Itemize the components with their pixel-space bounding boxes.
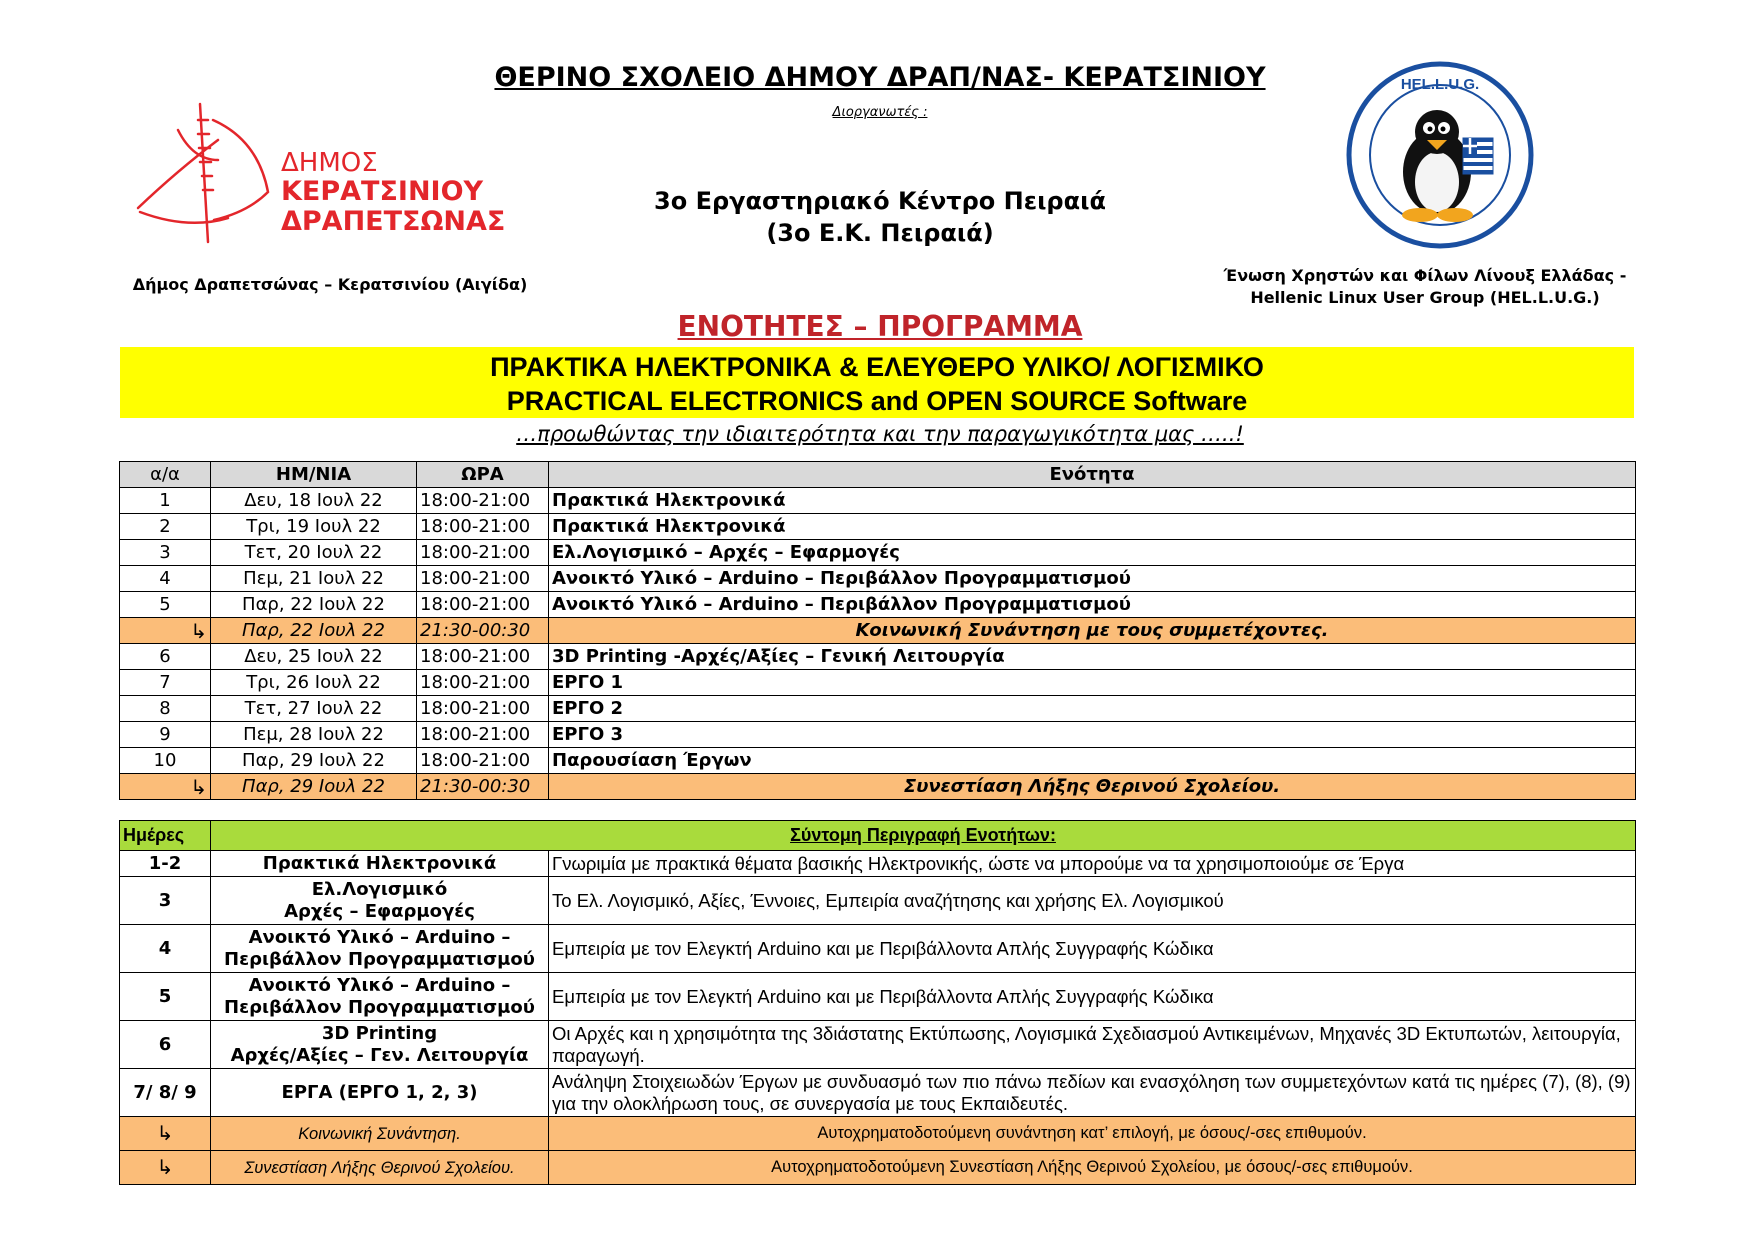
event-description-row	[120, 1117, 1636, 1151]
row-description: Ανάληψη Στοιχειωδών Έργων με συνδυασμό των πιο πάνω πεδίων και ενασχόληση των συμμετεχόντων κατά τις ημέρες (7), (8), (9) για την ολοκλήρωση τους, σε συνεργασία με τους Εκπαιδευτές.	[549, 1069, 1636, 1117]
event-description: Αυτοχρηματοδοτούμενη συνάντηση κατ’ επιλογή, με όσους/-σες επιθυμούν.	[549, 1117, 1636, 1151]
row-date: Τετ, 20 Ιουλ 22	[211, 540, 417, 566]
row-time: 18:00-21:00	[417, 592, 549, 618]
row-topic: Συνεστίαση Λήξης Θερινού Σχολείου.	[549, 774, 1636, 800]
arrow-icon: ↳	[120, 618, 211, 644]
table-row	[120, 540, 1636, 566]
row-date: Πεμ, 21 Ιουλ 22	[211, 566, 417, 592]
banner-line-greek: ΠΡΑΚΤΙΚΑ ΗΛΕΚΤΡΟΝΙΚΑ & ΕΛΕΥΘΕΡΟ ΥΛΙΚΟ/ ΛΟΓΙΣΜΙΚΟ	[490, 352, 1264, 382]
organizer-center-name	[560, 185, 1200, 249]
row-topic: ΕΡΓΟ 3	[549, 722, 1636, 748]
row-module: Ανοικτό Υλικό – Arduino – Περιβάλλον Προγραμματισμού	[211, 973, 549, 1021]
organizers-label: Διοργανωτές :	[832, 105, 928, 120]
row-time: 21:30-00:30	[417, 774, 549, 800]
row-date: Δευ, 18 Ιουλ 22	[211, 488, 417, 514]
row-topic: Ελ.Λογισμικό – Αρχές – Εφαρμογές	[549, 540, 1636, 566]
slogan: …προωθώντας την ιδιαιτερότητα και την παραγωγικότητα μας …..!	[516, 422, 1244, 446]
row-topic: 3D Printing -Αρχές/Αξίες – Γενική Λειτουργία	[549, 644, 1636, 670]
row-module: Πρακτικά Ηλεκτρονικά	[211, 851, 549, 877]
row-description: Εμπειρία με τον Ελεγκτή Arduino και με Περιβάλλοντα Απλής Συγγραφής Κώδικα	[549, 973, 1636, 1021]
row-number: 8	[120, 696, 211, 722]
arrow-icon: ↳	[120, 1151, 211, 1185]
table-row	[120, 592, 1636, 618]
schedule-table	[119, 461, 1636, 800]
row-topic: Ανοικτό Υλικό – Arduino – Περιβάλλον Προγραμματισμού	[549, 592, 1636, 618]
row-time: 18:00-21:00	[417, 722, 549, 748]
municipality-logo	[118, 100, 558, 245]
row-module: 3D Printing Αρχές/Αξίες – Γεν. Λειτουργία	[211, 1021, 549, 1069]
row-date: Δευ, 25 Ιουλ 22	[211, 644, 417, 670]
description-row	[120, 973, 1636, 1021]
descriptions-title: Σύντομη Περιγραφή Ενοτήτων:	[211, 821, 1636, 851]
row-topic: ΕΡΓΟ 2	[549, 696, 1636, 722]
row-date: Πεμ, 28 Ιουλ 22	[211, 722, 417, 748]
schedule-header-row	[120, 462, 1636, 488]
row-module: Ελ.Λογισμικό Αρχές – Εφαρμογές	[211, 877, 549, 925]
row-time: 18:00-21:00	[417, 488, 549, 514]
row-description: Το Ελ. Λογισμικό, Αξίες, Έννοιες, Εμπειρία αναζήτησης και χρήσης Ελ. Λογισμικού	[549, 877, 1636, 925]
table-row	[120, 514, 1636, 540]
event-description-row	[120, 1151, 1636, 1185]
header-date: ΗΜ/ΝΙΑ	[211, 462, 417, 488]
hellug-logo	[1345, 60, 1535, 250]
row-description: Οι Αρχές και η χρησιμότητα της 3διάστατης Εκτύπωσης, Λογισμικά Σχεδιασμού Αντικειμένων, Μηχανές 3D Εκτυπωτών, λειτουργία, παραγωγή.	[549, 1021, 1636, 1069]
event-description: Αυτοχρηματοδοτούμενη Συνεστίαση Λήξης Θερινού Σχολείου, με όσους/-σες επιθυμούν.	[549, 1151, 1636, 1185]
municipality-caption: Δήμος Δραπετσώνας – Κερατσινίου (Αιγίδα)	[132, 275, 528, 294]
arrow-icon: ↳	[120, 1117, 211, 1151]
header-time: ΩΡΑ	[417, 462, 549, 488]
descriptions-header-row	[120, 821, 1636, 851]
header-module: Ενότητα	[549, 462, 1636, 488]
row-days: 4	[120, 925, 211, 973]
row-time: 18:00-21:00	[417, 514, 549, 540]
row-date: Παρ, 29 Ιουλ 22	[211, 748, 417, 774]
row-topic: Πρακτικά Ηλεκτρονικά	[549, 488, 1636, 514]
arrow-icon: ↳	[120, 774, 211, 800]
header-number: α/α	[120, 462, 211, 488]
row-days: 6	[120, 1021, 211, 1069]
row-time: 18:00-21:00	[417, 748, 549, 774]
row-time: 18:00-21:00	[417, 670, 549, 696]
center-name-line2: (3ο Ε.Κ. Πειραιά)	[766, 219, 994, 247]
row-number: 4	[120, 566, 211, 592]
table-row	[120, 722, 1636, 748]
row-description: Γνωριμία με πρακτικά θέματα βασικής Ηλεκτρονικής, ώστε να μπορούμε να τα χρησιμοποιούμε σε Έργα	[549, 851, 1636, 877]
center-name-line1: 3ο Εργαστηριακό Κέντρο Πειραιά	[654, 187, 1106, 215]
row-number: 2	[120, 514, 211, 540]
description-row	[120, 925, 1636, 973]
hellug-caption-line2: Hellenic Linux User Group (HEL.L.U.G.)	[1250, 288, 1600, 307]
event-row	[120, 618, 1636, 644]
table-row	[120, 696, 1636, 722]
descriptions-table	[119, 820, 1636, 1185]
hellug-badge-text: HEL.L.U.G.	[1400, 76, 1480, 93]
table-row	[120, 670, 1636, 696]
row-days: 5	[120, 973, 211, 1021]
logo-text-dimos: ΔΗΜΟΣ	[281, 148, 378, 178]
row-module: Ανοικτό Υλικό – Arduino – Περιβάλλον Προγραμματισμού	[211, 925, 549, 973]
row-number: 10	[120, 748, 211, 774]
header-days: Ημέρες	[120, 821, 211, 851]
description-row	[120, 1021, 1636, 1069]
row-module: ΕΡΓΑ (ΕΡΓΟ 1, 2, 3)	[211, 1069, 549, 1117]
logo-text-drapetsonas: ΔΡΑΠΕΤΣΩΝΑΣ	[281, 206, 506, 237]
row-time: 18:00-21:00	[417, 566, 549, 592]
row-days: 7/ 8/ 9	[120, 1069, 211, 1117]
banner-line-english: PRACTICAL ELECTRONICS and OPEN SOURCE Software	[506, 386, 1248, 416]
row-topic: Κοινωνική Συνάντηση με τους συμμετέχοντες.	[549, 618, 1636, 644]
row-number: 9	[120, 722, 211, 748]
row-number: 3	[120, 540, 211, 566]
row-date: Παρ, 22 Ιουλ 22	[211, 618, 417, 644]
row-date: Τρι, 26 Ιουλ 22	[211, 670, 417, 696]
row-topic: ΕΡΓΟ 1	[549, 670, 1636, 696]
course-banner	[120, 347, 1634, 418]
row-days: 1-2	[120, 851, 211, 877]
row-number: 5	[120, 592, 211, 618]
logo-text-keratsiniou: ΚΕΡΑΤΣΙΝΙΟΥ	[281, 176, 484, 207]
row-topic: Πρακτικά Ηλεκτρονικά	[549, 514, 1636, 540]
row-time: 18:00-21:00	[417, 644, 549, 670]
table-row	[120, 566, 1636, 592]
row-date: Παρ, 29 Ιουλ 22	[211, 774, 417, 800]
row-topic: Παρουσίαση Έργων	[549, 748, 1636, 774]
row-date: Παρ, 22 Ιουλ 22	[211, 592, 417, 618]
section-title: ΕΝΟΤΗΤΕΣ – ΠΡΟΓΡΑΜΜΑ	[677, 310, 1083, 343]
row-number: 1	[120, 488, 211, 514]
row-description: Εμπειρία με τον Ελεγκτή Arduino και με Περιβάλλοντα Απλής Συγγραφής Κώδικα	[549, 925, 1636, 973]
row-time: 21:30-00:30	[417, 618, 549, 644]
row-number: 7	[120, 670, 211, 696]
table-row	[120, 644, 1636, 670]
row-time: 18:00-21:00	[417, 696, 549, 722]
description-row	[120, 1069, 1636, 1117]
description-row	[120, 877, 1636, 925]
event-row	[120, 774, 1636, 800]
hellug-caption	[1175, 265, 1675, 309]
row-time: 18:00-21:00	[417, 540, 549, 566]
event-module: Συνεστίαση Λήξης Θερινού Σχολείου.	[211, 1151, 549, 1185]
hellug-caption-line1: Ένωση Χρηστών και Φίλων Λίνουξ Ελλάδας -	[1223, 266, 1627, 285]
description-row	[120, 851, 1636, 877]
row-topic: Ανοικτό Υλικό – Arduino – Περιβάλλον Προγραμματισμού	[549, 566, 1636, 592]
table-row	[120, 488, 1636, 514]
row-days: 3	[120, 877, 211, 925]
row-date: Τετ, 27 Ιουλ 22	[211, 696, 417, 722]
row-date: Τρι, 19 Ιουλ 22	[211, 514, 417, 540]
table-row	[120, 748, 1636, 774]
event-module: Κοινωνική Συνάντηση.	[211, 1117, 549, 1151]
document-title: ΘΕΡΙΝΟ ΣΧΟΛΕΙΟ ΔΗΜΟΥ ΔΡΑΠ/ΝΑΣ- ΚΕΡΑΤΣΙΝΙΟΥ	[494, 62, 1266, 93]
row-number: 6	[120, 644, 211, 670]
